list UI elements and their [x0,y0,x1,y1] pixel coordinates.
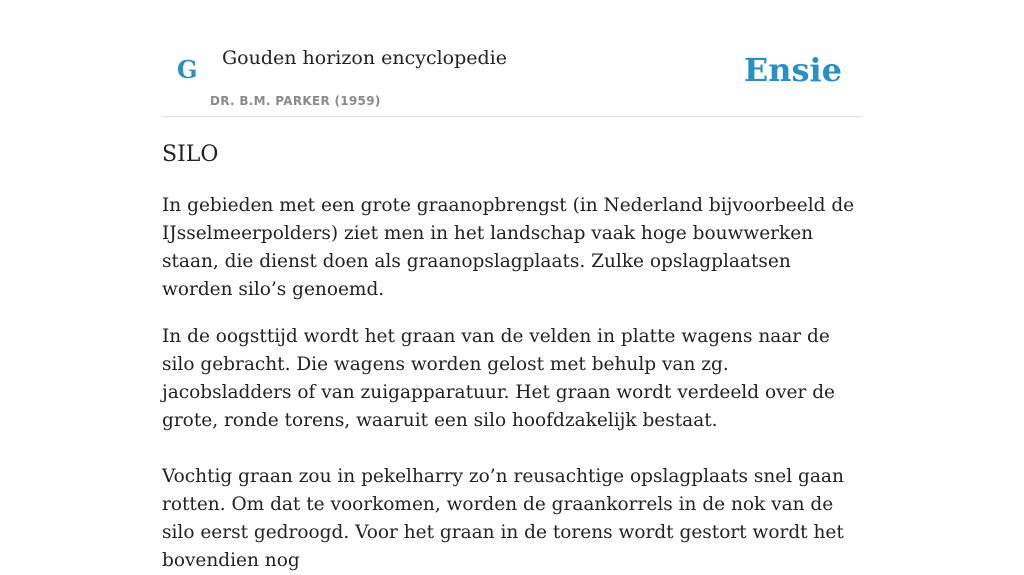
source-logo-icon: G [177,55,198,84]
article [162,138,862,575]
article-paragraph-3: Vochtig graan zou in pekelharry zo’n reusachtige opslagplaats snel gaan rotten. Om dat te voorkomen, worden de graankorrels in de nok van de silo eerst gedroogd. Voor het graan in de torens wordt gestort wordt het bovendien nog [162,466,844,571]
article-title: SILO [162,142,219,167]
source-header [162,0,862,117]
ensie-logo[interactable]: Ensie [743,51,842,89]
article-paragraph-2: In de oogsttijd wordt het graan van de velden in platte wagens naar de silo gebracht. Die wagens worden gelost met behulp van zg. jacobsladders of van zuigapparatuur. Het graan wordt verdeeld over de grote, ronde torens, waaruit een silo hoofdzakelijk bestaat. [162,326,836,431]
source-title[interactable]: Gouden horizon encyclopedie [222,47,507,69]
source-author: DR. B.M. PARKER (1959) [210,94,381,108]
article-paragraph-1: In gebieden met een grote graanopbrengst (in Nederland bijvoorbeeld de IJsselmeerpolders) ziet men in het landschap vaak hoge bouwwerken staan, die dienst doen als graanopslagplaats. Zulke opslagplaatsen worden silo’s genoemd. [162,195,855,300]
